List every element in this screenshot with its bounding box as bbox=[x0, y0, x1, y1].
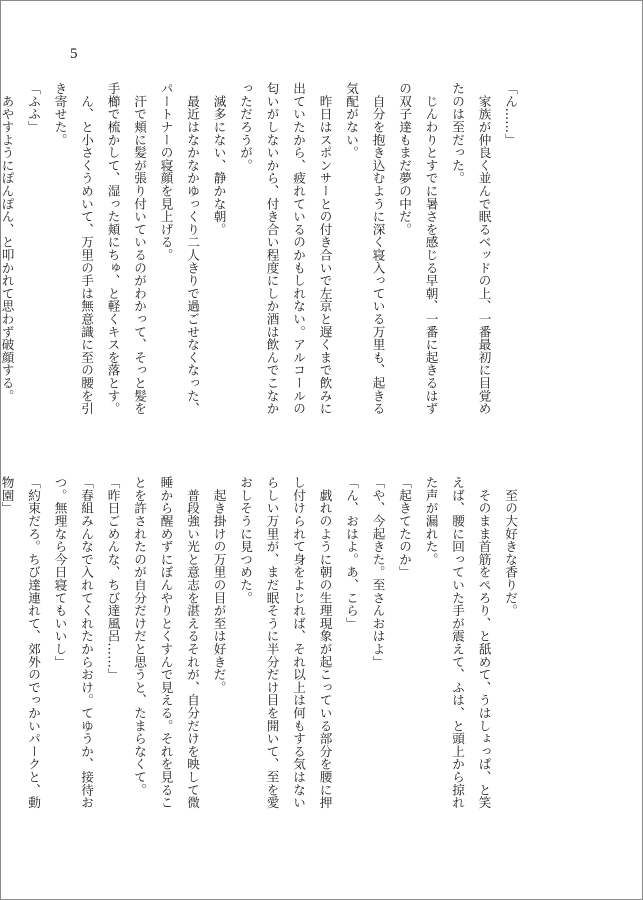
paragraph: 「約束だろ。ちび達連れて、郊外のでっかいパークと、動物園」 bbox=[0, 476, 41, 809]
paragraph: 「起きてたのか」 bbox=[397, 476, 412, 579]
paragraph: 自分を抱き込むように深く寝入っている万里も、起きる気配がない。 bbox=[344, 82, 386, 415]
paragraph: 家族が仲良く並んで眠るベッドの上、一番最初に目覚めたのは至だった。 bbox=[450, 82, 492, 415]
paragraph: 滅多にない、静かな朝。 bbox=[211, 82, 227, 236]
paragraph: 「ん、おはよ。あ、こら」 bbox=[344, 476, 359, 630]
paragraph: あやすようにぽんぽん、と叩かれて思わず破顔する。 bbox=[0, 82, 15, 402]
paragraph: 「や、今起きた。至さんおはよ」 bbox=[370, 476, 386, 668]
page-number: 5 bbox=[70, 46, 78, 62]
paragraph: 昨日はスポンサーとの付き合いで左京と遅くまで飲みに出ていたから、疲れているのかもしれない。アルコールの匂いがしないから、付き合い程度にしか酒は飲んでこなかっただろうが。 bbox=[238, 82, 333, 415]
paragraph: 普段強い光と意志を湛えるそれが、自分だけを映して微睡から醒めずにぼんやりとくすんで見える。それを見ることを許されたのが自分だけだと思うと、たまらなくて。 bbox=[132, 476, 200, 809]
paragraph: そのまま首筋をぺろり、と舐めて、うはしょっぱ、と笑えば、腰に回っていた手が震えて、ふは、と頭上から掠れた声が漏れた。 bbox=[423, 476, 492, 809]
paragraph: 「春組みんなで入れてくれたからおけ。てゆうか、接待おつ。無理なら今日寝てもいいし」 bbox=[52, 476, 94, 809]
paragraph: ん、と小さくうめいて、万里の手は無意識に至の腰を引き寄せた。 bbox=[52, 82, 94, 415]
paragraph: 戯れのように朝の生理現象が起こっている部分を腰に押し付けられて身をよじれば、それ以上は何もする気はないらしい万里が、まだ眠そうに半分だけ目を開いて、至を愛おしそうに見つめた。 bbox=[238, 476, 333, 809]
paragraph: 「ん……」 bbox=[503, 82, 518, 146]
paragraph: 至の大好きな香りだ。 bbox=[503, 476, 518, 617]
paragraph: じんわりとすでに暑さを感じる早朝、一番に起きるはずの双子達もまだ夢の中だ。 bbox=[397, 82, 439, 415]
upper-text-block bbox=[0, 82, 523, 420]
paragraph: 「ふふ」 bbox=[26, 82, 41, 134]
lower-text-block bbox=[0, 476, 523, 814]
paragraph: 汗で頬に髪が張り付いているのがわかって、そっと髪を手櫛で梳かして、湿った頬にちゅ、と軽くキスを落とす。 bbox=[105, 82, 147, 415]
paragraph: 起き掛けの万里の目が至は好きだ。 bbox=[211, 476, 227, 694]
paragraph: 最近はなかなかゆっくり二人きりで過ごせなくなった、パートナーの寝顔を見上げる。 bbox=[158, 82, 200, 415]
paragraph: 「昨日ごめんな、ちび達風呂……」 bbox=[105, 476, 121, 681]
